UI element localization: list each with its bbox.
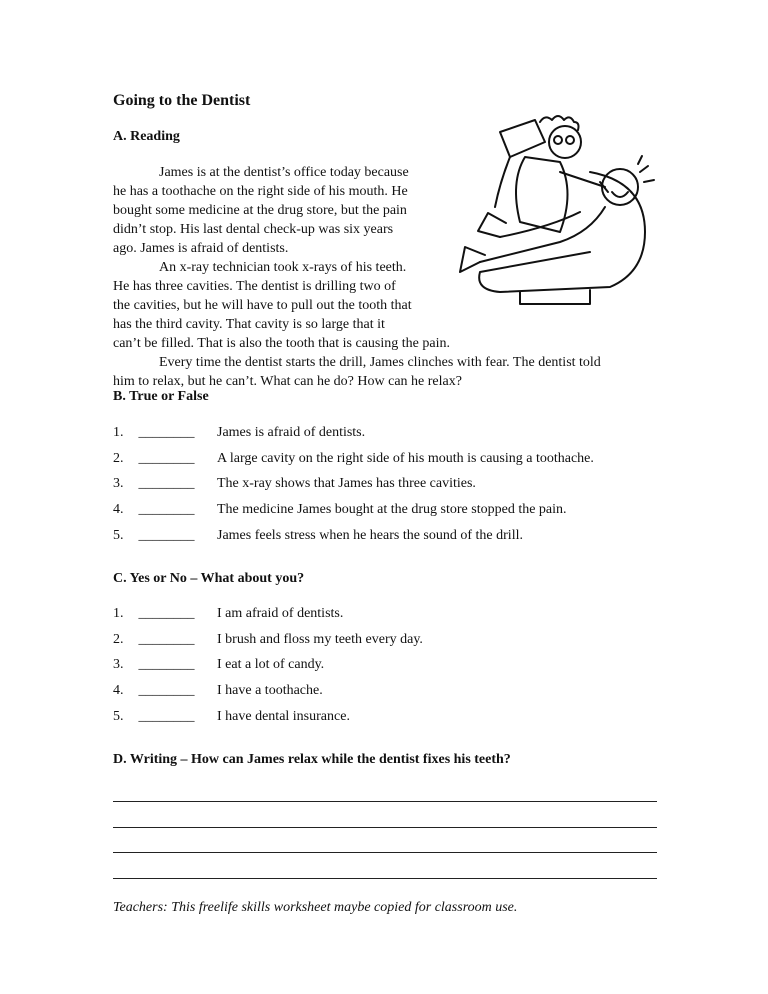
item-number: 1. — [113, 606, 124, 621]
item-text: I am afraid of dentists. — [217, 606, 344, 621]
item-number: 5. — [113, 528, 124, 543]
true-false-item — [113, 502, 567, 518]
passage-line: An x-ray technician took x-rays of his teeth. — [159, 260, 407, 275]
passage-line: him to relax, but he can’t. What can he do? How can he relax? — [113, 374, 462, 389]
item-number: 2. — [113, 451, 124, 466]
answer-blank[interactable]: ________ — [138, 476, 195, 491]
true-false-item — [113, 425, 365, 441]
section-b-heading: B. True or False — [113, 389, 209, 404]
answer-blank[interactable]: ________ — [138, 502, 195, 517]
item-text: A large cavity on the right side of his mouth is causing a toothache. — [217, 451, 594, 466]
item-number: 3. — [113, 476, 124, 491]
section-d-heading: D. Writing – How can James relax while the dentist fixes his teeth? — [113, 752, 511, 767]
true-false-item — [113, 476, 476, 492]
teacher-note: Teachers: This freelife skills worksheet maybe copied for classroom use. — [113, 900, 518, 915]
true-false-item — [113, 528, 523, 544]
writing-line[interactable] — [113, 801, 657, 802]
answer-blank[interactable]: ________ — [138, 606, 195, 621]
yes-no-item — [113, 709, 350, 725]
item-text: I have dental insurance. — [217, 709, 350, 724]
item-number: 4. — [113, 683, 124, 698]
passage-line: He has three cavities. The dentist is drilling two of — [113, 279, 396, 294]
answer-blank[interactable]: ________ — [138, 657, 195, 672]
yes-no-item — [113, 632, 423, 648]
true-false-item — [113, 451, 594, 467]
item-text: I have a toothache. — [217, 683, 323, 698]
answer-blank[interactable]: ________ — [138, 709, 195, 724]
yes-no-item — [113, 683, 323, 699]
writing-line[interactable] — [113, 878, 657, 879]
passage-line: has the third cavity. That cavity is so large that it — [113, 317, 385, 332]
item-number: 3. — [113, 657, 124, 672]
yes-no-item — [113, 657, 324, 673]
item-text: I brush and floss my teeth every day. — [217, 632, 423, 647]
passage-line: Every time the dentist starts the drill, James clinches with fear. The dentist told — [159, 355, 601, 370]
dentist-illustration — [440, 112, 662, 310]
item-text: I eat a lot of candy. — [217, 657, 325, 672]
yes-no-item — [113, 606, 343, 622]
writing-line[interactable] — [113, 827, 657, 828]
passage-line: the cavities, but he will have to pull out the tooth that — [113, 298, 412, 313]
writing-line[interactable] — [113, 852, 657, 853]
item-text: James feels stress when he hears the sound of the drill. — [217, 528, 523, 543]
item-number: 1. — [113, 425, 124, 440]
passage-line: can’t be filled. That is also the tooth that is causing the pain. — [113, 336, 450, 351]
passage-line: James is at the dentist’s office today because — [159, 165, 409, 180]
item-text: James is afraid of dentists. — [217, 425, 366, 440]
section-c-heading: C. Yes or No – What about you? — [113, 571, 305, 586]
answer-blank[interactable]: ________ — [138, 683, 195, 698]
passage-line: bought some medicine at the drug store, but the pain — [113, 203, 407, 218]
passage-line: didn’t stop. His last dental check-up was six years — [113, 222, 394, 237]
answer-blank[interactable]: ________ — [138, 632, 195, 647]
item-number: 4. — [113, 502, 124, 517]
item-number: 5. — [113, 709, 124, 724]
passage-line: he has a toothache on the right side of his mouth. He — [113, 184, 408, 199]
section-a-heading: A. Reading — [113, 129, 180, 144]
item-text: The medicine James bought at the drug store stopped the pain. — [217, 502, 567, 517]
answer-blank[interactable]: ________ — [138, 425, 195, 440]
item-text: The x-ray shows that James has three cavities. — [217, 476, 476, 491]
passage-line: ago. James is afraid of dentists. — [113, 241, 289, 256]
page-title: Going to the Dentist — [113, 92, 251, 109]
answer-blank[interactable]: ________ — [138, 451, 195, 466]
item-number: 2. — [113, 632, 124, 647]
answer-blank[interactable]: ________ — [138, 528, 195, 543]
